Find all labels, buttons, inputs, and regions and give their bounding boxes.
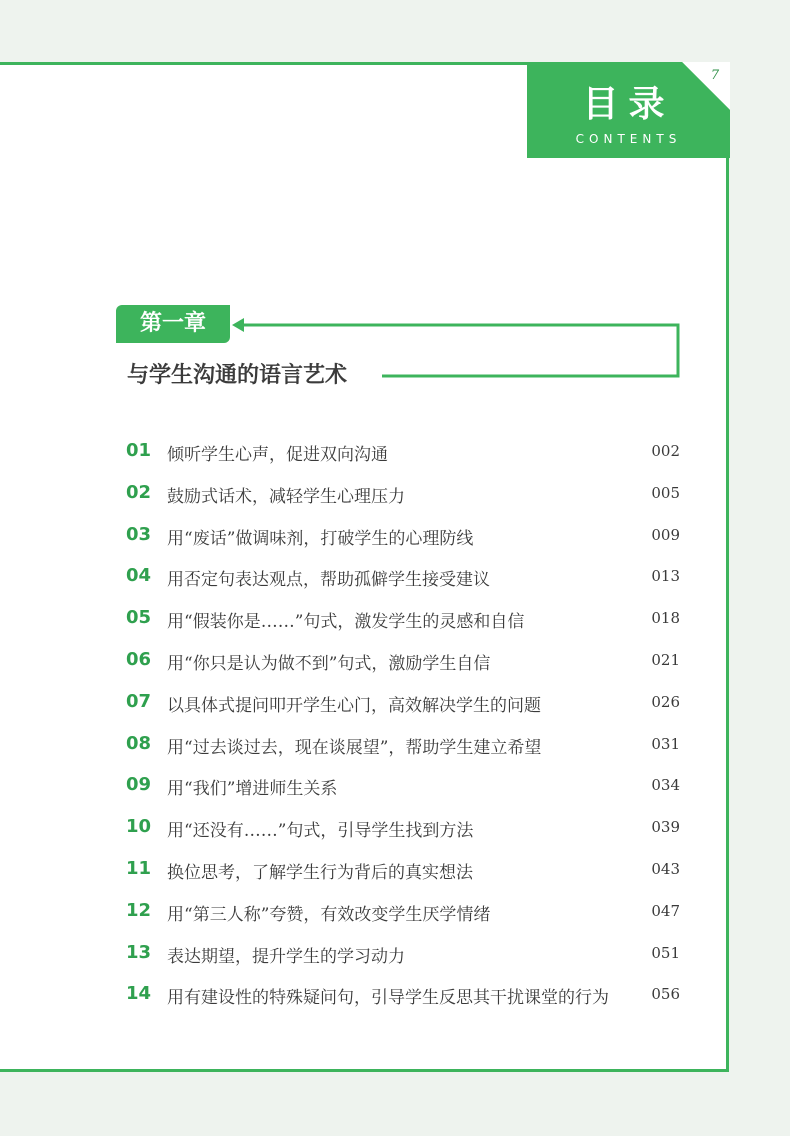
entry-number: 14: [126, 983, 152, 1005]
toc-entry-06[interactable]: [126, 639, 686, 681]
entry-title: 用“还没有……”句式，引导学生找到方法: [167, 821, 474, 842]
entry-title: 用否定句表达观点，帮助孤僻学生接受建议: [167, 570, 490, 591]
entry-page: 051: [651, 943, 680, 962]
entry-page: 002: [651, 442, 680, 460]
toc-entry-04[interactable]: [126, 555, 686, 597]
entry-page: 039: [651, 818, 680, 837]
entry-page: 034: [651, 776, 680, 795]
entry-number: 10: [126, 816, 152, 838]
entry-number: 03: [126, 523, 152, 545]
contents-subtitle: CONTENTS: [575, 132, 682, 146]
entry-title: 用有建设性的特殊疑问句，引导学生反思其干扰课堂的行为: [167, 988, 609, 1009]
entry-page: 047: [651, 901, 680, 920]
entry-page: 056: [651, 985, 680, 1004]
contents-title: 目录: [582, 84, 675, 125]
entry-number: 06: [126, 648, 152, 670]
toc-entry-10[interactable]: [126, 806, 686, 848]
toc-entry-03[interactable]: [126, 514, 686, 556]
entry-number: 12: [126, 899, 152, 921]
entry-number: 13: [126, 941, 152, 963]
entry-page: 005: [651, 483, 680, 502]
entry-page: 013: [651, 567, 680, 586]
entry-number: 05: [126, 607, 152, 629]
entry-page: 031: [651, 734, 680, 753]
chapter-title: 与学生沟通的语言艺术: [127, 363, 348, 388]
entry-number: 02: [126, 481, 152, 503]
toc-entry-13[interactable]: [126, 932, 686, 974]
entry-page: 018: [651, 609, 680, 628]
entry-title: 用“我们”增进师生关系: [167, 779, 338, 800]
entry-title: 鼓励式话术，减轻学生心理压力: [167, 486, 405, 507]
entry-title: 换位思考，了解学生行为背后的真实想法: [167, 862, 473, 883]
toc-entry-07[interactable]: [126, 681, 686, 723]
entry-number: 11: [126, 857, 152, 879]
chapter-badge: 第一章: [116, 305, 230, 343]
entry-number: 09: [126, 774, 152, 796]
entry-page: 021: [651, 650, 680, 669]
entry-title: 用“第三人称”夸赞，有效改变学生厌学情绪: [167, 904, 491, 925]
entry-title: 用“假装你是……”句式，激发学生的灵感和自信: [167, 612, 525, 633]
entry-number: 07: [126, 690, 152, 712]
toc-entry-08[interactable]: [126, 723, 686, 765]
page-number: 7: [710, 68, 720, 83]
toc-entry-12[interactable]: [126, 890, 686, 932]
toc-entry-09[interactable]: [126, 764, 686, 806]
entry-title: 用“你只是认为做不到”句式，激励学生自信: [167, 653, 491, 674]
toc-entry-02[interactable]: [126, 472, 686, 514]
toc-entry-14[interactable]: [126, 973, 686, 1015]
entry-title: 表达期望，提升学生的学习动力: [167, 946, 405, 967]
entry-page: 009: [651, 525, 680, 544]
toc-entry-05[interactable]: [126, 597, 686, 639]
entry-title: 用“废话”做调味剂，打破学生的心理防线: [167, 528, 474, 549]
entry-number: 08: [126, 732, 152, 754]
entry-title: 倾听学生心声，促进双向沟通: [167, 445, 388, 465]
toc-entry-01[interactable]: [126, 430, 686, 472]
entry-title: 用“过去谈过去，现在谈展望”，帮助学生建立希望: [167, 737, 542, 758]
entry-page: 026: [651, 692, 680, 711]
toc-entry-11[interactable]: [126, 848, 686, 890]
toc-list: [126, 430, 686, 1015]
entry-number: 04: [126, 565, 152, 587]
entry-page: 043: [651, 859, 680, 878]
entry-number: 01: [126, 440, 152, 461]
entry-title: 以具体式提问叩开学生心门，高效解决学生的问题: [167, 695, 541, 716]
